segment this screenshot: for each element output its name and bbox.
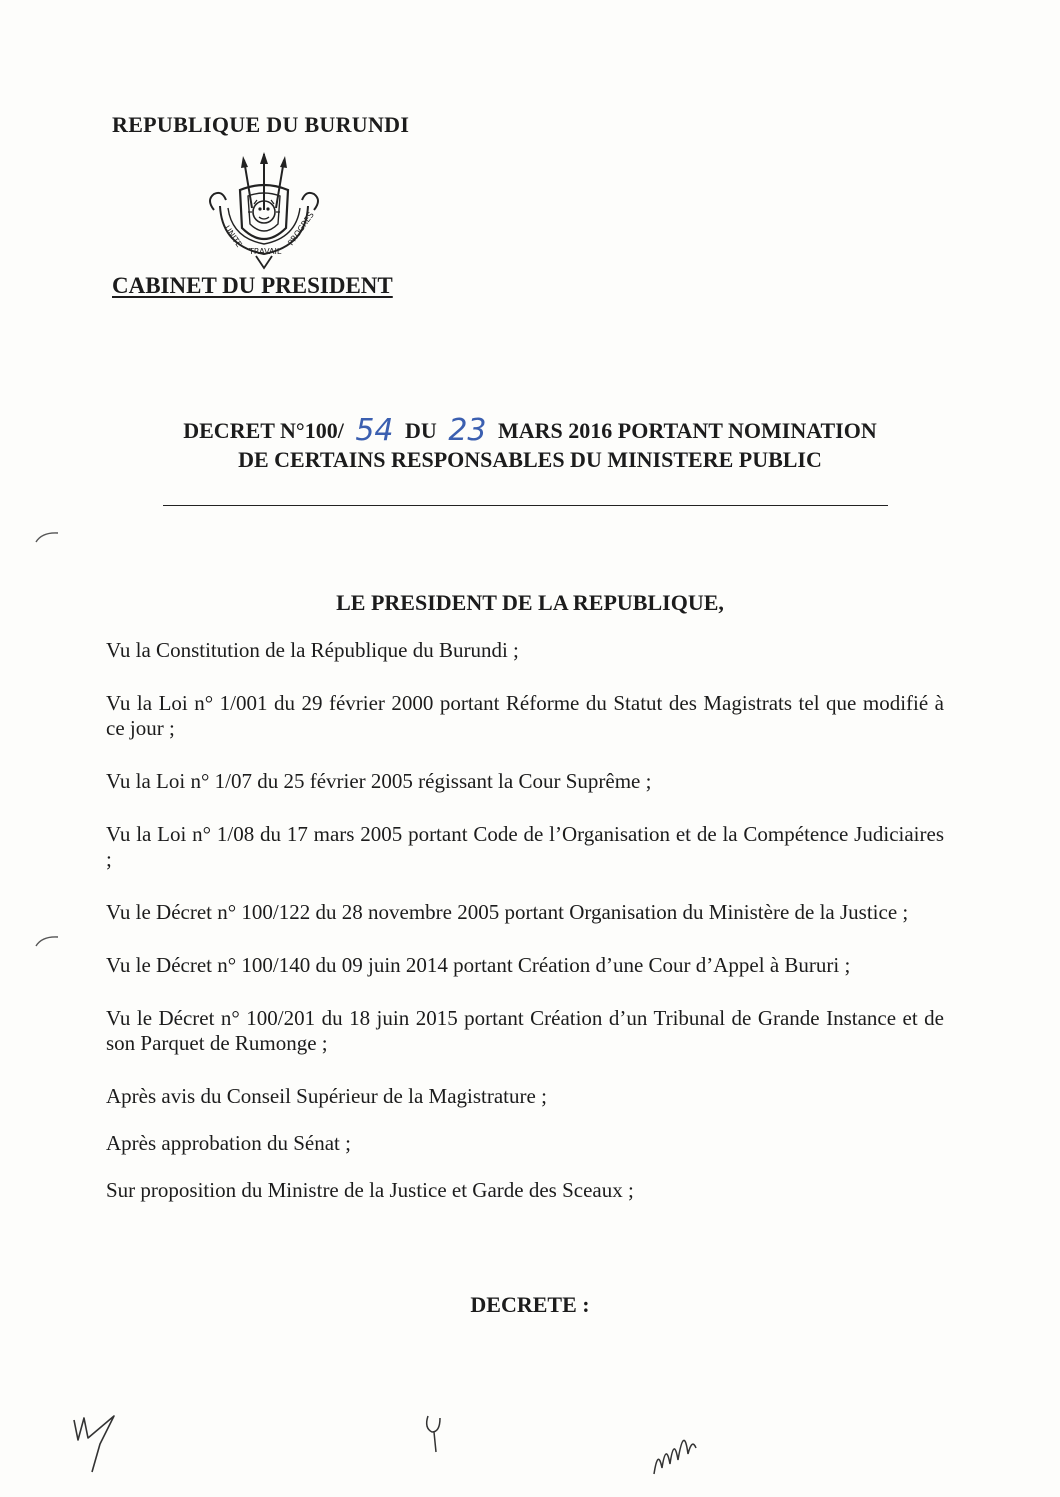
- title-part-2: DU: [405, 418, 437, 443]
- considerant-item: Vu le Décret n° 100/122 du 28 novembre 2005 portant Organisation du Ministère de la Justice ;: [106, 900, 909, 924]
- considerant-item: Après approbation du Sénat ;: [106, 1131, 351, 1155]
- decree-title: [120, 414, 940, 474]
- considerant-item: Vu le Décret n° 100/140 du 09 juin 2014 portant Création d’une Cour d’Appel à Bururi ;: [106, 953, 851, 977]
- motto-word-1: UNITE: [222, 223, 244, 249]
- paraphe-initials-2: [422, 1412, 448, 1456]
- motto-word-3: PROGRES: [286, 210, 316, 248]
- title-part-3: MARS 2016 PORTANT NOMINATION: [498, 418, 877, 443]
- paraphe-initials-3: [650, 1418, 702, 1480]
- considerant-item: Vu la Loi n° 1/07 du 25 février 2005 régissant la Cour Suprême ;: [106, 769, 652, 793]
- president-heading: LE PRESIDENT DE LA REPUBLIQUE,: [336, 590, 724, 615]
- coat-of-arms-emblem: [200, 150, 328, 280]
- considerant-item: Après avis du Conseil Supérieur de la Magistrature ;: [106, 1084, 547, 1108]
- motto-word-2: TRAVAIL: [249, 247, 282, 256]
- handwritten-decree-number: 54: [355, 413, 394, 448]
- considerant-item: Vu la Loi n° 1/08 du 17 mars 2005 portant Code de l’Organisation et de la Compétence Judiciaires ;: [106, 822, 944, 871]
- considerant-item: Vu le Décret n° 100/201 du 18 juin 2015 portant Création d’un Tribunal de Grande Instance et de son Parquet de Rumonge ;: [106, 1006, 944, 1055]
- handwritten-day: 23: [448, 413, 487, 448]
- title-part-1: DECRET N°100/: [183, 418, 344, 443]
- decrete-heading: DECRETE :: [470, 1292, 590, 1317]
- considerants-list: [106, 638, 944, 1225]
- considerant-item: Vu la Constitution de la République du Burundi ;: [106, 638, 519, 662]
- considerant-item: Sur proposition du Ministre de la Justice et Garde des Sceaux ;: [106, 1178, 634, 1202]
- republic-heading: REPUBLIQUE DU BURUNDI: [112, 112, 410, 137]
- margin-mark: [34, 530, 60, 544]
- considerant-item: Vu la Loi n° 1/001 du 29 février 2000 portant Réforme du Statut des Magistrats tel que modifié à ce jour ;: [106, 691, 944, 740]
- title-divider: [163, 505, 888, 506]
- title-line-2: DE CERTAINS RESPONSABLES DU MINISTERE PUBLIC: [238, 447, 822, 472]
- cabinet-heading: CABINET DU PRESIDENT: [112, 273, 393, 298]
- margin-mark: [34, 934, 60, 948]
- paraphe-initials-1: [70, 1410, 122, 1476]
